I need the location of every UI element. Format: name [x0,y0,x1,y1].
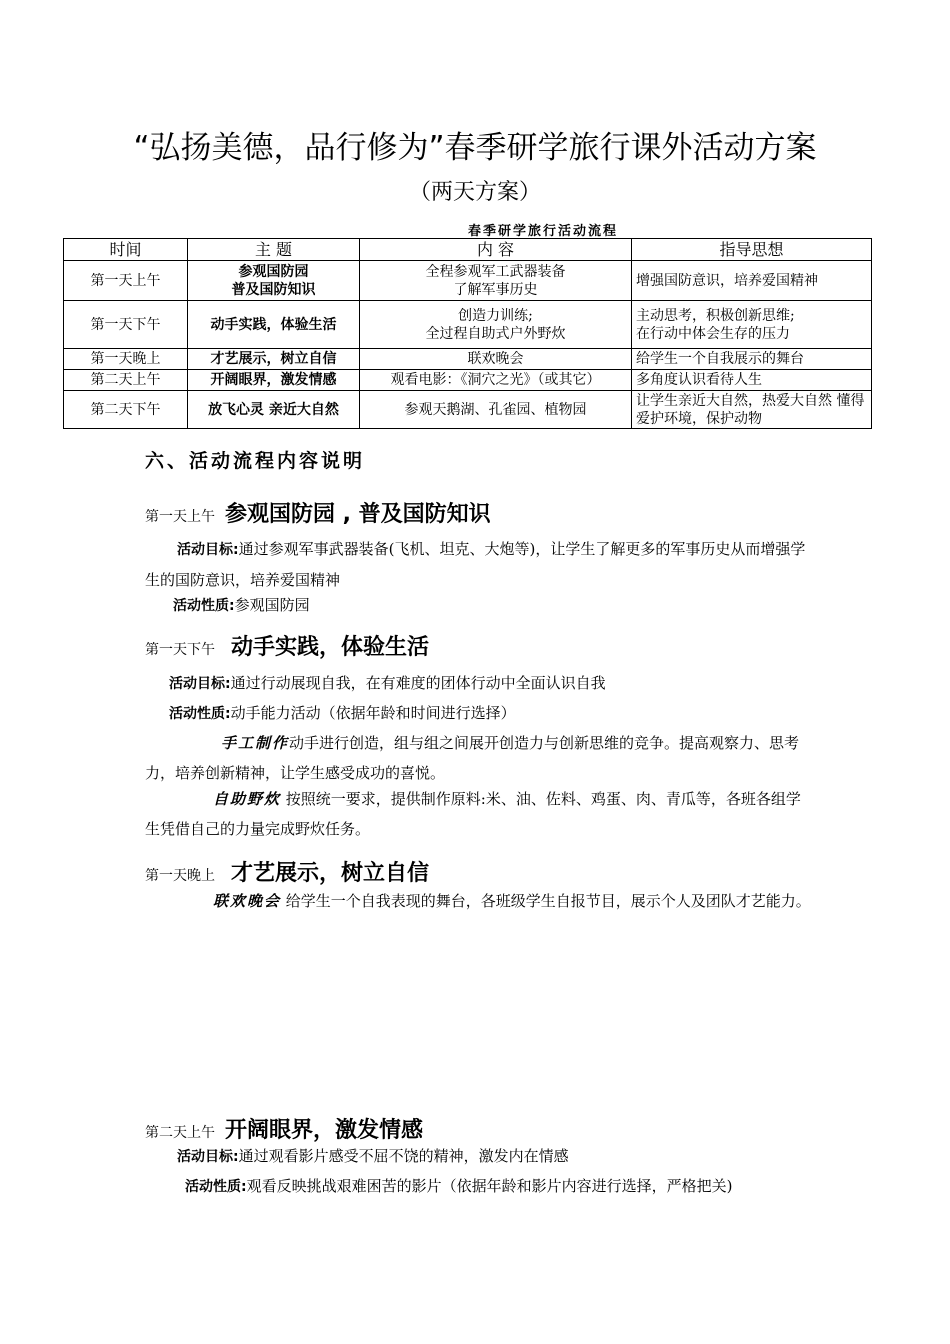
goal-label: 活动目标: [169,676,231,692]
cell-time: 第一天晚上 [64,349,188,370]
table-caption: 春季研学旅行活动流程 [468,224,619,239]
day1-am-goal [145,534,815,595]
header-theme: 主 题 [188,239,360,261]
day-label: 第一天上午 [145,509,215,525]
day1-eve-heading [145,856,429,887]
cell-content: 创造力训练; 全过程自助式户外野炊 [360,301,632,349]
cell-time: 第一天上午 [64,261,188,301]
header-guiding-idea: 指导思想 [632,239,872,261]
cell-theme: 开阔眼界，激发情感 [188,370,360,391]
cell-theme: 参观国防园 普及国防知识 [188,261,360,301]
party-text: 给学生一个自我表现的舞台，各班级学生自报节目，展示个人及团队才艺能力。 [285,892,811,910]
cell-content: 联欢晚会 [360,349,632,370]
day-title: 动手实践，体验生活 [231,635,430,660]
cell-idea: 主动思考，积极创新思维; 在行动中体会生存的压力 [632,301,872,349]
goal-text: 通过观看影片感受不屈不饶的精神，激发内在情感 [238,1147,569,1165]
table-row [64,301,872,349]
day1-am-nature [173,590,310,621]
day-label: 第一天晚上 [145,868,215,884]
header-time: 时间 [64,239,188,261]
day1-pm-picnic [145,784,815,844]
cell-idea: 给学生一个自我展示的舞台 [632,349,872,370]
nature-text: 观看反映挑战艰难困苦的影片（依据年龄和影片内容进行选择，严格把关) [246,1177,733,1195]
day1-eve-party [145,886,815,916]
table-row [64,391,872,429]
cell-time: 第二天下午 [64,391,188,429]
activity-flow-table [63,238,872,429]
day2-am-nature [185,1171,732,1202]
day1-pm-goal [169,668,606,699]
day1-pm-nature [169,698,516,729]
goal-text: 通过行动展现自我，在有难度的团体行动中全面认识自我 [230,674,606,692]
document-subtitle: （两天方案） [408,180,541,205]
craft-label: 手工制作 [221,734,290,752]
day1-am-heading [145,497,491,528]
cell-time: 第二天上午 [64,370,188,391]
nature-text: 动手能力活动（依据年龄和时间进行选择） [230,704,516,722]
header-content: 内 容 [360,239,632,261]
nature-label: 活动性质: [185,1179,247,1195]
cell-theme: 才艺展示，树立自信 [188,349,360,370]
day-title: 开阔眼界，激发情感 [225,1118,424,1143]
day-label: 第二天上午 [145,1125,215,1141]
picnic-text: 按照统一要求，提供制作原料:米、油、佐料、鸡蛋、肉、青瓜等，各班各组学生凭借自己的力量完成野炊任务。 [145,790,801,838]
cell-idea: 多角度认识看待人生 [632,370,872,391]
picnic-label: 自助野炊 [213,790,282,808]
table-row [64,349,872,370]
cell-idea: 增强国防意识，培养爱国精神 [632,261,872,301]
document-title: “弘扬美德，品行修为”春季研学旅行课外活动方案 [133,130,817,166]
goal-text: 通过参观军事武器装备(飞机、坦克、大炮等)，让学生了解更多的军事历史从而增强学生的国防意识，培养爱国精神 [145,540,806,589]
cell-idea: 让学生亲近大自然，热爱大自然 懂得爱护环境，保护动物 [632,391,872,429]
craft-text: 动手进行创造，组与组之间展开创造力与创新思维的竞争。提高观察力、思考力，培养创新精神，让学生感受成功的喜悦。 [145,734,800,782]
day-label: 第一天下午 [145,642,215,658]
day1-pm-craft [145,728,815,788]
day2-am-goal [177,1141,569,1172]
cell-content: 观看电影：《洞穴之光》（或其它） [360,370,632,391]
day2-am-heading [145,1113,423,1144]
cell-time: 第一天下午 [64,301,188,349]
cell-theme: 放飞心灵 亲近大自然 [188,391,360,429]
nature-label: 活动性质: [173,598,235,614]
nature-label: 活动性质: [169,706,231,722]
cell-content: 全程参观军工武器装备 了解军事历史 [360,261,632,301]
table-header-row [64,239,872,261]
nature-text: 参观国防园 [234,596,310,614]
day1-pm-heading [145,630,429,661]
day-title: 参观国防园 , 普及国防知识 [225,502,491,527]
section-heading: 六、活动流程内容说明 [145,450,366,472]
table-row [64,370,872,391]
table-row [64,261,872,301]
cell-content: 参观天鹅湖、孔雀园、植物园 [360,391,632,429]
party-label: 联欢晚会 [213,892,282,910]
day-title: 才艺展示，树立自信 [231,861,430,886]
cell-theme: 动手实践，体验生活 [188,301,360,349]
goal-label: 活动目标: [177,1149,239,1165]
goal-label: 活动目标: [177,542,239,558]
